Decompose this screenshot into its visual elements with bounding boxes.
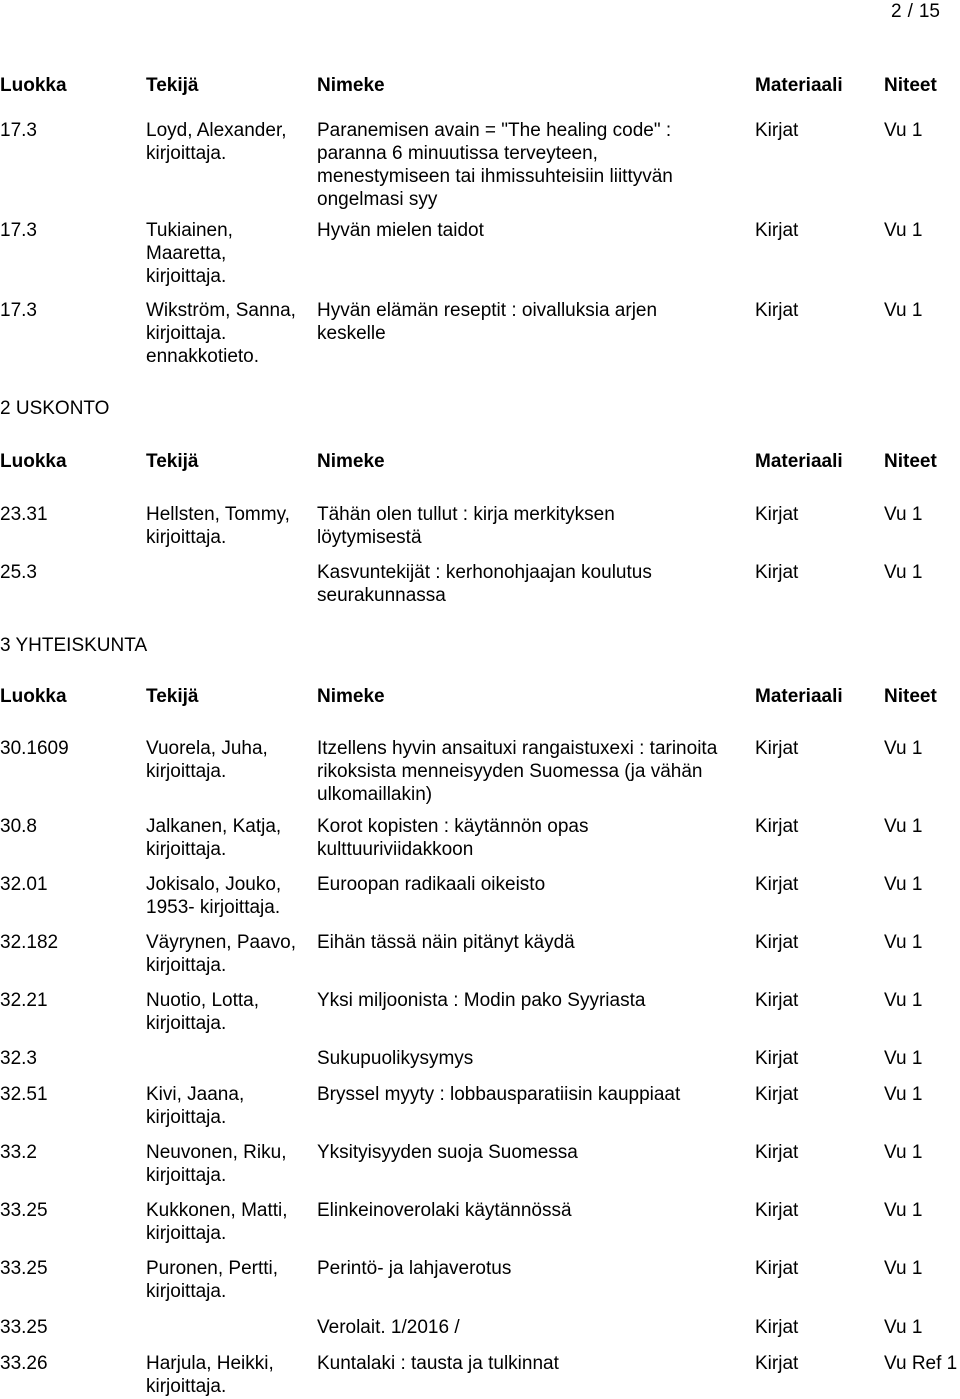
spacer <box>0 1339 960 1352</box>
table-row <box>0 1083 960 1129</box>
page-current: 2 <box>891 1 902 22</box>
cell-materiaali: Kirjat <box>755 1200 799 1221</box>
author-line: Maaretta, <box>146 243 227 264</box>
cell-niteet: Vu 1 <box>884 1048 923 1069</box>
cell-luokka: 33.25 <box>0 1258 48 1279</box>
author-line: kirjoittaja. <box>146 955 227 976</box>
header-tekija: Tekijä <box>146 75 199 96</box>
cell-tekija <box>146 989 316 1035</box>
spacer <box>0 211 960 219</box>
cell-materiaali: Kirjat <box>755 816 799 837</box>
cell-nimeke <box>317 737 753 806</box>
header-niteet: Niteet <box>884 686 937 707</box>
cell-materiaali: Kirjat <box>755 1317 799 1338</box>
title-line: Itzellens hyvin ansaituxi rangaistuxexi : tarinoita <box>317 738 718 759</box>
cell-niteet: Vu 1 <box>884 1084 923 1105</box>
cell-tekija <box>146 737 316 783</box>
cell-materiaali: Kirjat <box>755 874 799 895</box>
table-row <box>0 119 960 211</box>
author-line: kirjoittaja. <box>146 527 227 548</box>
header-materiaali: Materiaali <box>755 451 843 472</box>
title-line: Elinkeinoverolaki käytännössä <box>317 1200 572 1221</box>
author-line: Kivi, Jaana, <box>146 1084 245 1105</box>
cell-nimeke <box>317 219 753 242</box>
cell-niteet: Vu Ref 1 <box>884 1353 958 1374</box>
cell-luokka: 17.3 <box>0 120 37 141</box>
title-line: Verolait. 1/2016 / <box>317 1317 460 1338</box>
cell-luokka: 32.21 <box>0 990 48 1011</box>
author-line: Harjula, Heikki, <box>146 1353 274 1374</box>
cell-luokka: 25.3 <box>0 562 37 583</box>
cell-nimeke <box>317 1316 753 1339</box>
title-line: Yksityisyyden suoja Suomessa <box>317 1142 578 1163</box>
cell-luokka: 33.26 <box>0 1353 48 1374</box>
author-line: 1953- kirjoittaja. <box>146 897 281 918</box>
cell-nimeke <box>317 931 753 954</box>
cell-luokka: 30.8 <box>0 816 37 837</box>
header-tekija: Tekijä <box>146 686 199 707</box>
spacer <box>0 1070 960 1083</box>
title-line: Eihän tässä näin pitänyt käydä <box>317 932 575 953</box>
spacer <box>0 420 960 450</box>
title-line: seurakunnassa <box>317 585 446 606</box>
cell-materiaali: Kirjat <box>755 1084 799 1105</box>
title-line: Tähän olen tullut : kirja merkityksen <box>317 504 615 525</box>
table-row <box>0 1352 960 1398</box>
cell-nimeke <box>317 873 753 896</box>
table-header <box>0 685 960 708</box>
author-line: kirjoittaja. <box>146 1107 227 1128</box>
header-nimeke: Nimeke <box>317 451 385 472</box>
cell-tekija <box>146 299 316 368</box>
cell-luokka: 23.31 <box>0 504 48 525</box>
cell-tekija <box>146 219 316 288</box>
table-row <box>0 1047 960 1070</box>
cell-niteet: Vu 1 <box>884 562 923 583</box>
author-line: kirjoittaja. <box>146 1281 227 1302</box>
cell-tekija <box>146 1199 316 1245</box>
title-line: Bryssel myyty : lobbausparatiisin kauppiaat <box>317 1084 681 1105</box>
cell-tekija <box>146 931 316 977</box>
table-row <box>0 989 960 1035</box>
cell-luokka: 32.3 <box>0 1048 37 1069</box>
title-line: Yksi miljoonista : Modin pako Syyriasta <box>317 990 646 1011</box>
author-line: Jokisalo, Jouko, <box>146 874 282 895</box>
cell-tekija <box>146 1352 316 1398</box>
header-tekija: Tekijä <box>146 451 199 472</box>
title-line: ulkomaillakin) <box>317 784 433 805</box>
header-luokka: Luokka <box>0 75 67 96</box>
cell-materiaali: Kirjat <box>755 738 799 759</box>
title-line: Perintö- ja lahjaverotus <box>317 1258 512 1279</box>
cell-niteet: Vu 1 <box>884 738 923 759</box>
header-luokka: Luokka <box>0 686 67 707</box>
cell-niteet: Vu 1 <box>884 816 923 837</box>
cell-nimeke <box>317 1083 753 1106</box>
title-line: Paranemisen avain = "The healing code" : <box>317 120 672 141</box>
header-nimeke: Nimeke <box>317 75 385 96</box>
cell-nimeke <box>317 1141 753 1164</box>
table-row <box>0 503 960 549</box>
spacer <box>0 607 960 634</box>
spacer <box>0 549 960 561</box>
author-line: kirjoittaja. <box>146 1223 227 1244</box>
cell-luokka: 30.1609 <box>0 738 69 759</box>
cell-luokka: 32.51 <box>0 1084 48 1105</box>
section-title: 2 USKONTO <box>0 398 110 419</box>
cell-luokka: 17.3 <box>0 300 37 321</box>
author-line: Tukiainen, <box>146 220 233 241</box>
cell-materiaali: Kirjat <box>755 990 799 1011</box>
spacer <box>0 1035 960 1047</box>
cell-materiaali: Kirjat <box>755 120 799 141</box>
cell-nimeke <box>317 1352 753 1375</box>
header-materiaali: Materiaali <box>755 75 843 96</box>
author-line: Kukkonen, Matti, <box>146 1200 288 1221</box>
cell-nimeke <box>317 1199 753 1222</box>
cell-niteet: Vu 1 <box>884 300 923 321</box>
cell-nimeke <box>317 299 753 345</box>
title-line: kulttuuriviidakkoon <box>317 839 474 860</box>
cell-materiaali: Kirjat <box>755 1353 799 1374</box>
spacer <box>0 1245 960 1257</box>
header-nimeke: Nimeke <box>317 686 385 707</box>
spacer <box>0 657 960 685</box>
cell-niteet: Vu 1 <box>884 1317 923 1338</box>
cell-nimeke <box>317 1257 753 1280</box>
title-line: keskelle <box>317 323 386 344</box>
cell-niteet: Vu 1 <box>884 220 923 241</box>
spacer <box>0 288 960 299</box>
spacer <box>0 806 960 815</box>
author-line: Vuorela, Juha, <box>146 738 268 759</box>
cell-nimeke <box>317 989 753 1012</box>
author-line: kirjoittaja. <box>146 1013 227 1034</box>
cell-tekija <box>146 1257 316 1303</box>
author-line: kirjoittaja. <box>146 1376 227 1397</box>
title-line: menestymiseen tai ihmissuhteisiin liittyvän <box>317 166 673 187</box>
cell-luokka: 33.25 <box>0 1200 48 1221</box>
table-row <box>0 873 960 919</box>
cell-materiaali: Kirjat <box>755 562 799 583</box>
cell-materiaali: Kirjat <box>755 1048 799 1069</box>
cell-materiaali: Kirjat <box>755 1258 799 1279</box>
table-row <box>0 1257 960 1303</box>
page-number <box>891 0 940 23</box>
author-line: Neuvonen, Riku, <box>146 1142 287 1163</box>
author-line: kirjoittaja. <box>146 839 227 860</box>
author-line: kirjoittaja. <box>146 761 227 782</box>
author-line: ennakkotieto. <box>146 346 260 367</box>
cell-niteet: Vu 1 <box>884 932 923 953</box>
cell-niteet: Vu 1 <box>884 120 923 141</box>
cell-materiaali: Kirjat <box>755 504 799 525</box>
cell-nimeke <box>317 119 753 211</box>
title-line: rikoksista menneisyyden Suomessa (ja vähän <box>317 761 703 782</box>
spacer <box>0 1129 960 1141</box>
spacer <box>0 977 960 989</box>
table-row <box>0 299 960 368</box>
cell-niteet: Vu 1 <box>884 1200 923 1221</box>
spacer <box>0 919 960 931</box>
spacer <box>0 97 960 119</box>
cell-niteet: Vu 1 <box>884 1142 923 1163</box>
cell-tekija <box>146 1141 316 1187</box>
cell-luokka: 32.01 <box>0 874 48 895</box>
author-line: kirjoittaja. <box>146 1165 227 1186</box>
table-row <box>0 815 960 861</box>
catalog-listing <box>0 74 960 1398</box>
header-luokka: Luokka <box>0 451 67 472</box>
cell-nimeke <box>317 503 753 549</box>
table-row <box>0 1141 960 1187</box>
spacer <box>0 368 960 397</box>
cell-materiaali: Kirjat <box>755 220 799 241</box>
page-total: 15 <box>918 1 940 22</box>
author-line: kirjoittaja. <box>146 323 227 344</box>
author-line: Hellsten, Tommy, <box>146 504 290 525</box>
cell-materiaali: Kirjat <box>755 932 799 953</box>
cell-tekija <box>146 815 316 861</box>
title-line: Kuntalaki : tausta ja tulkinnat <box>317 1353 559 1374</box>
table-header <box>0 450 960 473</box>
cell-niteet: Vu 1 <box>884 990 923 1011</box>
cell-materiaali: Kirjat <box>755 1142 799 1163</box>
cell-nimeke <box>317 1047 753 1070</box>
table-row <box>0 931 960 977</box>
author-line: Nuotio, Lotta, <box>146 990 260 1011</box>
author-line: Wikström, Sanna, <box>146 300 296 321</box>
author-line: kirjoittaja. <box>146 143 227 164</box>
cell-luokka: 32.182 <box>0 932 59 953</box>
title-line: Euroopan radikaali oikeisto <box>317 874 546 895</box>
header-niteet: Niteet <box>884 75 937 96</box>
header-materiaali: Materiaali <box>755 686 843 707</box>
title-line: Hyvän mielen taidot <box>317 220 484 241</box>
table-row <box>0 219 960 288</box>
cell-nimeke <box>317 815 753 861</box>
cell-tekija <box>146 1083 316 1129</box>
table-header <box>0 74 960 97</box>
title-line: paranna 6 minuutissa terveyteen, <box>317 143 598 164</box>
spacer <box>0 473 960 503</box>
page-separator: / <box>907 1 913 22</box>
title-line: Korot kopisten : käytännön opas <box>317 816 589 837</box>
author-line: kirjoittaja. <box>146 266 227 287</box>
cell-luokka: 33.2 <box>0 1142 37 1163</box>
cell-niteet: Vu 1 <box>884 1258 923 1279</box>
author-line: Puronen, Pertti, <box>146 1258 279 1279</box>
title-line: Kasvuntekijät : kerhonohjaajan koulutus <box>317 562 652 583</box>
title-line: Sukupuolikysymys <box>317 1048 474 1069</box>
title-line: Hyvän elämän reseptit : oivalluksia arjen <box>317 300 658 321</box>
cell-nimeke <box>317 561 753 607</box>
spacer <box>0 1187 960 1199</box>
table-row <box>0 1199 960 1245</box>
author-line: Loyd, Alexander, <box>146 120 287 141</box>
title-line: löytymisestä <box>317 527 422 548</box>
cell-tekija <box>146 873 316 919</box>
author-line: Väyrynen, Paavo, <box>146 932 296 953</box>
spacer <box>0 708 960 737</box>
author-line: Jalkanen, Katja, <box>146 816 282 837</box>
cell-niteet: Vu 1 <box>884 504 923 525</box>
cell-materiaali: Kirjat <box>755 300 799 321</box>
table-row <box>0 1316 960 1339</box>
header-niteet: Niteet <box>884 451 937 472</box>
cell-luokka: 33.25 <box>0 1317 48 1338</box>
section-title: 3 YHTEISKUNTA <box>0 635 148 656</box>
cell-tekija <box>146 503 316 549</box>
spacer <box>0 861 960 873</box>
spacer <box>0 1303 960 1316</box>
cell-tekija <box>146 119 316 165</box>
cell-luokka: 17.3 <box>0 220 37 241</box>
table-row <box>0 561 960 607</box>
title-line: ongelmasi syy <box>317 189 438 210</box>
cell-niteet: Vu 1 <box>884 874 923 895</box>
table-row <box>0 737 960 806</box>
